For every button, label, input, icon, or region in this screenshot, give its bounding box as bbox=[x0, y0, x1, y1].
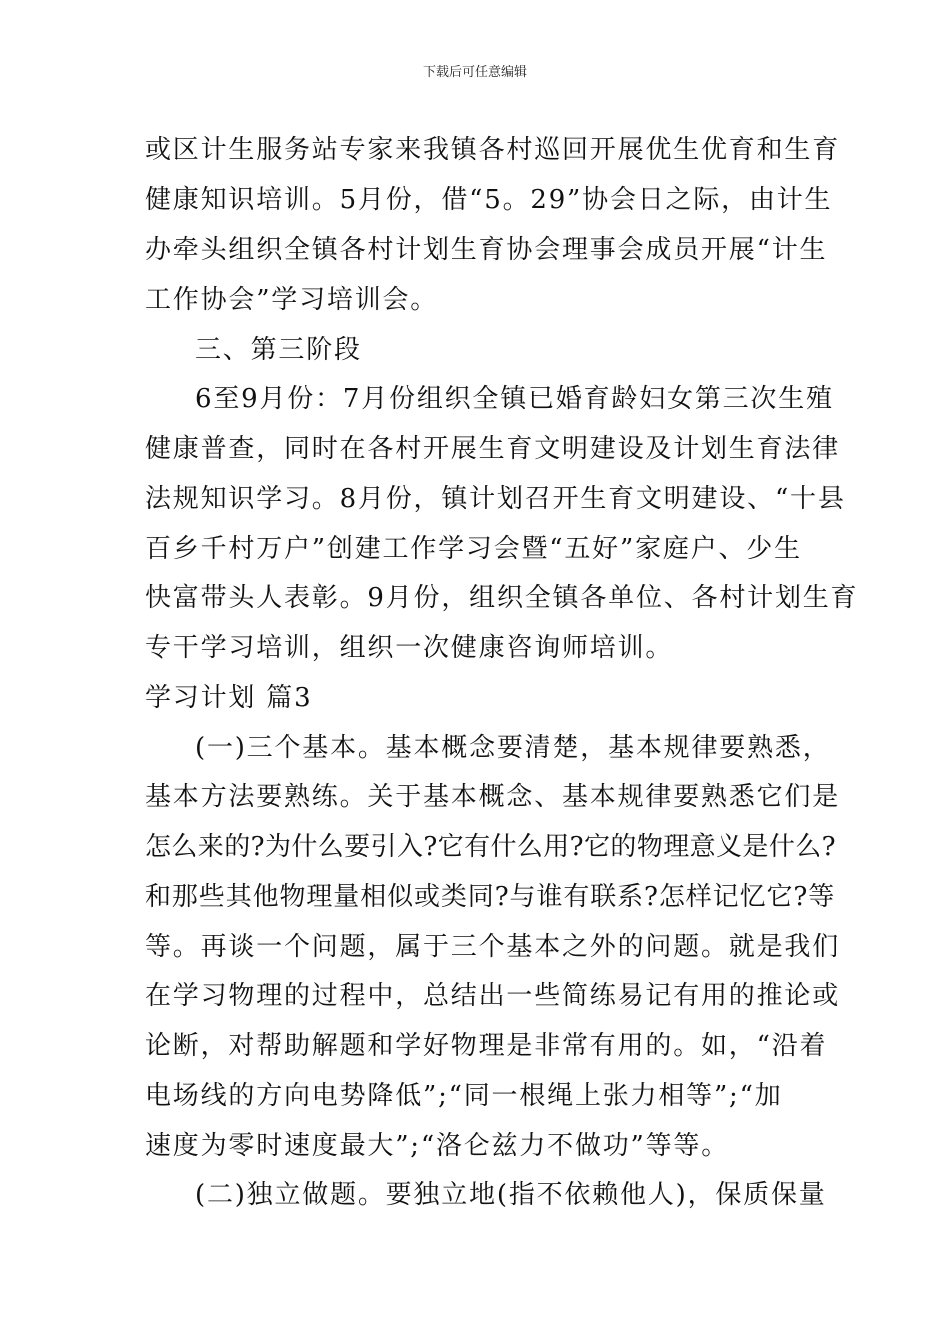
body-line: 专干学习培训，组织一次健康咨询师培训。 bbox=[145, 633, 674, 663]
body-line: 和那些其他物理量相似或类同?与谁有联系?怎样记忆它?等 bbox=[145, 882, 836, 912]
body-line: 怎么来的?为什么要引入?它有什么用?它的物理意义是什么? bbox=[145, 832, 836, 862]
article-title: 学习计划 篇3 bbox=[145, 683, 313, 713]
body-line: 等。再谈一个问题，属于三个基本之外的问题。就是我们 bbox=[145, 932, 841, 962]
body-line: 健康知识培训。5月份，借“5。29”协会日之际，由计生 bbox=[145, 185, 833, 215]
body-line: 电场线的方向电势降低”;“同一根绳上张力相等”;“加 bbox=[145, 1081, 783, 1111]
body-line: (二)独立做题。要独立地(指不依赖他人)，保质保量 bbox=[195, 1180, 827, 1210]
body-line: 在学习物理的过程中，总结出一些简练易记有用的推论或 bbox=[145, 981, 841, 1011]
body-line: 办牵头组织全镇各村计划生育协会理事会成员开展“计生 bbox=[145, 235, 828, 265]
body-line: 工作协会”学习培训会。 bbox=[145, 285, 439, 315]
section-heading: 三、第三阶段 bbox=[195, 335, 362, 365]
body-line: 法规知识学习。8月份，镇计划召开生育文明建设、“十县 bbox=[145, 484, 846, 514]
body-line: (一)三个基本。基本概念要清楚，基本规律要熟悉， bbox=[195, 733, 831, 763]
body-line: 速度为零时速度最大”;“洛仑兹力不做功”等等。 bbox=[145, 1131, 730, 1161]
page-header-note: 下载后可任意编辑 bbox=[422, 65, 527, 80]
body-line: 论断，对帮助解题和学好物理是非常有用的。如，“沿着 bbox=[145, 1031, 828, 1061]
body-line: 或区计生服务站专家来我镇各村巡回开展优生优育和生育 bbox=[145, 135, 841, 165]
body-line: 6至9月份：7月份组织全镇已婚育龄妇女第三次生殖 bbox=[195, 384, 834, 414]
body-line: 百乡千村万户”创建工作学习会暨“五好”家庭户、少生 bbox=[145, 534, 802, 564]
body-line: 基本方法要熟练。关于基本概念、基本规律要熟悉它们是 bbox=[145, 782, 841, 812]
body-line: 健康普查，同时在各村开展生育文明建设及计划生育法律 bbox=[145, 434, 841, 464]
body-line: 快富带头人表彰。9月份，组织全镇各单位、各村计划生育 bbox=[145, 583, 859, 613]
